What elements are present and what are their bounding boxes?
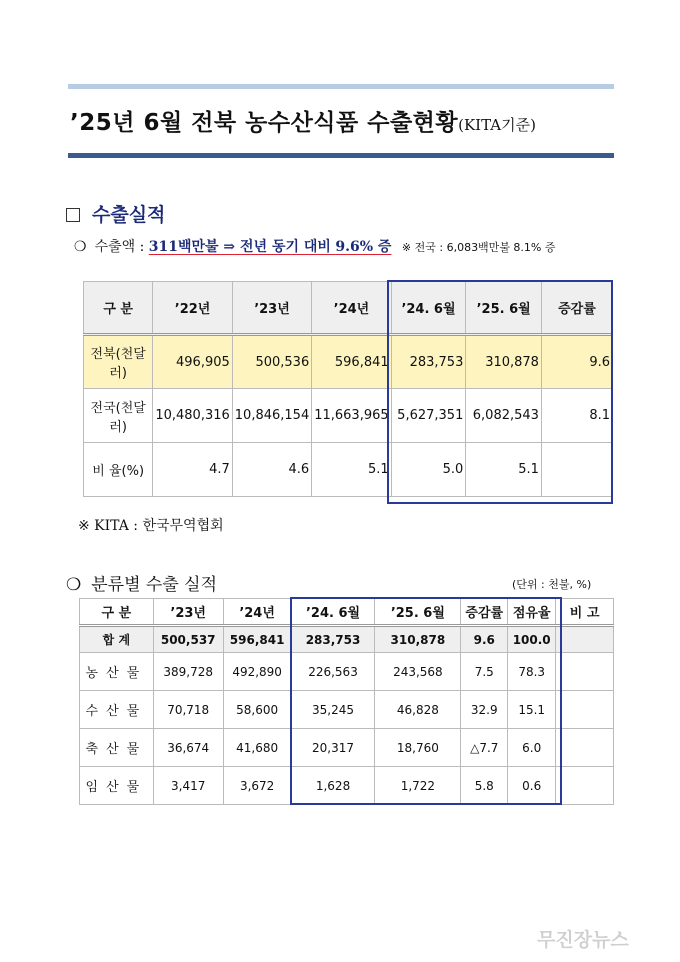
square-bullet-icon bbox=[66, 208, 80, 222]
table-cell: 243,568 bbox=[375, 653, 461, 691]
header-cell: ’24년 bbox=[223, 599, 291, 626]
total-row bbox=[80, 626, 614, 653]
row-label: 전국(천달러) bbox=[84, 389, 153, 443]
table-cell: 500,536 bbox=[232, 335, 311, 389]
table-cell: 5,627,351 bbox=[391, 389, 466, 443]
category-export-table bbox=[79, 598, 614, 805]
table-cell bbox=[556, 729, 614, 767]
section2-heading: ❍ 분류별 수출 실적 bbox=[66, 575, 218, 595]
row-label: 농산물 bbox=[80, 653, 154, 691]
table-cell: 18,760 bbox=[375, 729, 461, 767]
summary-national-note: ※ 전국 : 6,083백만불 8.1% 증 bbox=[401, 241, 556, 254]
table-cell: 3,417 bbox=[153, 767, 223, 805]
circle-bullet-icon: ❍ bbox=[66, 575, 82, 595]
header-cell: ’23년 bbox=[232, 282, 311, 335]
table-cell: 15.1 bbox=[508, 691, 556, 729]
table-cell: 283,753 bbox=[391, 335, 466, 389]
table-cell: 310,878 bbox=[375, 626, 461, 653]
table-cell: 3,672 bbox=[223, 767, 291, 805]
header-cell: 점유율 bbox=[508, 599, 556, 626]
table-cell: 492,890 bbox=[223, 653, 291, 691]
table-cell: 0.6 bbox=[508, 767, 556, 805]
header-cell: 증감률 bbox=[541, 282, 612, 335]
table-cell: 9.6 bbox=[541, 335, 612, 389]
table-cell bbox=[556, 653, 614, 691]
table-cell: 41,680 bbox=[223, 729, 291, 767]
table-row bbox=[80, 767, 614, 805]
header-cell: ’24년 bbox=[312, 282, 391, 335]
table-cell: 500,537 bbox=[153, 626, 223, 653]
row-label: 합 계 bbox=[80, 626, 154, 653]
table-cell: 226,563 bbox=[291, 653, 375, 691]
row-label: 축산물 bbox=[80, 729, 154, 767]
table-cell: 5.1 bbox=[466, 443, 542, 497]
table-cell: 36,674 bbox=[153, 729, 223, 767]
header-cell: ’23년 bbox=[153, 599, 223, 626]
table-cell: 5.0 bbox=[391, 443, 466, 497]
table-cell: 8.1 bbox=[541, 389, 612, 443]
table-cell: 596,841 bbox=[312, 335, 391, 389]
table-cell: 310,878 bbox=[466, 335, 542, 389]
title-top-bar bbox=[68, 84, 614, 89]
title-bottom-bar bbox=[68, 153, 614, 158]
table-row bbox=[80, 729, 614, 767]
table-cell: 389,728 bbox=[153, 653, 223, 691]
table-cell: 4.6 bbox=[232, 443, 311, 497]
table-cell: 20,317 bbox=[291, 729, 375, 767]
circle-bullet-icon: ❍ bbox=[74, 239, 87, 255]
row-label: 수산물 bbox=[80, 691, 154, 729]
table-cell bbox=[556, 691, 614, 729]
table-cell: 58,600 bbox=[223, 691, 291, 729]
title-subtitle: (KITA기준) bbox=[458, 116, 536, 134]
table-header-row bbox=[80, 599, 614, 626]
table-cell: 46,828 bbox=[375, 691, 461, 729]
table-row bbox=[80, 691, 614, 729]
table-cell: 283,753 bbox=[291, 626, 375, 653]
table-cell bbox=[541, 443, 612, 497]
table-cell: 9.6 bbox=[461, 626, 508, 653]
summary-pct: 9.6% 증 bbox=[335, 239, 392, 255]
table-cell: 496,905 bbox=[153, 335, 232, 389]
table-cell bbox=[556, 767, 614, 805]
table-cell: 1,722 bbox=[375, 767, 461, 805]
table-cell: 100.0 bbox=[508, 626, 556, 653]
table-cell: 78.3 bbox=[508, 653, 556, 691]
table-cell: 1,628 bbox=[291, 767, 375, 805]
table-cell: 10,846,154 bbox=[232, 389, 311, 443]
table-header-row bbox=[84, 282, 613, 335]
header-cell: ’24. 6월 bbox=[391, 282, 466, 335]
table-cell: 596,841 bbox=[223, 626, 291, 653]
table-cell: 10,480,316 bbox=[153, 389, 232, 443]
table-row bbox=[84, 335, 613, 389]
table-cell: 6.0 bbox=[508, 729, 556, 767]
header-cell: ’25. 6월 bbox=[466, 282, 542, 335]
table-row bbox=[80, 653, 614, 691]
header-cell: 증감률 bbox=[461, 599, 508, 626]
header-cell: ’25. 6월 bbox=[375, 599, 461, 626]
section1-heading: 수출실적 bbox=[66, 200, 165, 227]
row-label: 전북(천달러) bbox=[84, 335, 153, 389]
header-cell: ’22년 bbox=[153, 282, 232, 335]
summary-label: 수출액 : bbox=[94, 239, 145, 255]
page-title: ’25년 6월 전북 농수산식품 수출현황(KITA기준) bbox=[70, 110, 536, 136]
table-cell: 7.5 bbox=[461, 653, 508, 691]
table-cell: 4.7 bbox=[153, 443, 232, 497]
table-row bbox=[84, 389, 613, 443]
table-cell: 32.9 bbox=[461, 691, 508, 729]
header-cell: 구 분 bbox=[84, 282, 153, 335]
summary-main: 311백만불 ⇒ 전년 동기 대비 9.6% 증 bbox=[148, 239, 392, 255]
export-summary bbox=[74, 236, 556, 256]
table-cell: 11,663,965 bbox=[312, 389, 391, 443]
table-cell: 5.8 bbox=[461, 767, 508, 805]
header-cell: 비 고 bbox=[556, 599, 614, 626]
table-cell: 35,245 bbox=[291, 691, 375, 729]
table-cell: △7.7 bbox=[461, 729, 508, 767]
table-cell bbox=[556, 626, 614, 653]
unit-note: (단위 : 천불, %) bbox=[512, 578, 592, 591]
export-performance-table bbox=[83, 281, 613, 497]
header-cell: 구 분 bbox=[80, 599, 154, 626]
table-cell: 5.1 bbox=[312, 443, 391, 497]
row-label: 비 율(%) bbox=[84, 443, 153, 497]
header-cell: ’24. 6월 bbox=[291, 599, 375, 626]
table-cell: 6,082,543 bbox=[466, 389, 542, 443]
table-cell: 70,718 bbox=[153, 691, 223, 729]
row-label: 임산물 bbox=[80, 767, 154, 805]
kita-footnote: ※ KITA : 한국무역협회 bbox=[78, 518, 224, 534]
table-row bbox=[84, 443, 613, 497]
watermark-logo: 무진장뉴스 bbox=[537, 929, 629, 951]
